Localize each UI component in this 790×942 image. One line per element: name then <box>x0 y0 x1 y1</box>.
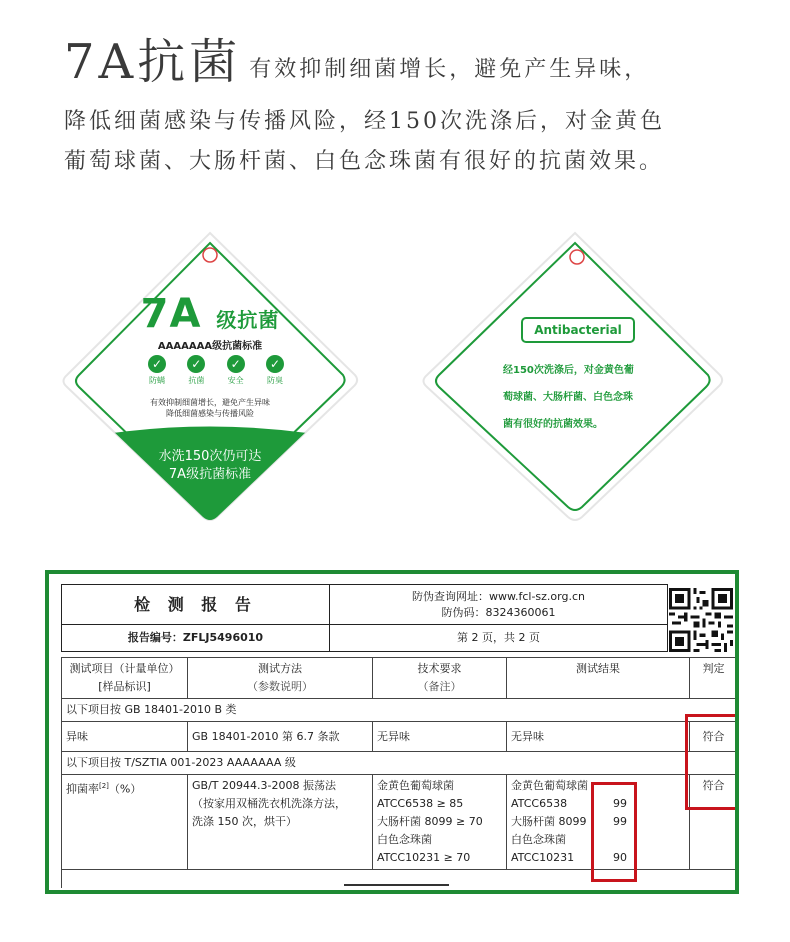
hang-tag-left <box>55 225 365 525</box>
header-item <box>62 658 188 699</box>
row2-res-label5: ATCC10231 <box>511 851 575 864</box>
section-2: 以下项目按 T/SZTIA 001-2023 AAAAAAA 级 <box>62 752 738 775</box>
header-method-label: 测试方法 <box>258 662 302 675</box>
row2-res-line4: 白色念珠菌 <box>511 833 566 846</box>
header-verdict-label: 判定 <box>702 662 725 675</box>
feature-mite <box>140 355 174 386</box>
qr-code-icon <box>669 588 733 652</box>
row2-req-line2: ATCC6538 ≥ 85 <box>377 797 464 810</box>
report-header <box>61 584 668 652</box>
section-row <box>62 752 738 775</box>
test-report <box>45 570 739 894</box>
row2-item <box>62 775 188 870</box>
highlight-verdict-box <box>685 714 739 810</box>
tag-left-icon-row <box>140 355 292 386</box>
report-anti-fake <box>330 585 667 625</box>
tag-left-standard: AAAAAAA级抗菌标准 <box>157 341 263 352</box>
feature-label: 防臭 <box>266 376 283 385</box>
tag-left-band-2: 7A级抗菌标准 <box>168 467 252 482</box>
intro-line1-text: 有效抑制细菌增长，避免产生异味， <box>249 57 650 82</box>
row2-method-line3: 洗涤 150 次，烘干） <box>192 815 297 828</box>
page-indicator: 第 2 页，共 2 页 <box>457 631 540 644</box>
row2-res-value2: 99 <box>613 797 627 810</box>
intro-line-2: 降低细菌感染与传播风险，经150次洗涤后，对金黄色 <box>64 109 665 134</box>
header-req-label: 技术要求 <box>417 662 462 675</box>
check-circle-icon: ✓ <box>227 355 245 373</box>
header-item-label: 测试项目（计量单位） <box>69 662 180 675</box>
header-req-sub: （备注） <box>417 680 462 693</box>
table-header-row <box>62 658 738 699</box>
row1-req: 无异味 <box>373 722 507 752</box>
tag-left-desc-1: 有效抑制细菌增长，避免产生异味 <box>150 398 270 407</box>
divider-line <box>344 884 449 886</box>
row2-req-line1: 金黄色葡萄球菌 <box>377 779 454 792</box>
intro-text <box>64 30 754 182</box>
row2-item-unit: （%） <box>108 782 142 796</box>
intro-line-1 <box>64 30 754 102</box>
tag-left-title-small: 级抗菌 <box>216 308 280 332</box>
feature-antibacterial <box>179 355 213 386</box>
row2-method-line1: GB/T 20944.3-2008 振荡法 <box>192 779 336 792</box>
row1-item: 异味 <box>62 722 188 752</box>
highlight-values-box <box>591 782 637 882</box>
header-req <box>373 658 507 699</box>
row2-method-line2: （按家用双桶洗衣机洗涤方法， <box>192 797 346 810</box>
row2-req-line3: 大肠杆菌 8099 ≥ 70 <box>377 815 483 828</box>
row2-res-value5: 90 <box>613 851 627 864</box>
hang-tag-right <box>415 225 730 525</box>
row1-method: GB 18401-2010 第 6.7 条款 <box>188 722 373 752</box>
feature-label: 安全 <box>227 376 244 385</box>
tag-right-line-3: 菌有很好的抗菌效果。 <box>503 419 603 430</box>
feature-odor <box>258 355 292 386</box>
check-circle-icon: ✓ <box>187 355 205 373</box>
header-result-label: 测试结果 <box>576 662 620 675</box>
row2-req <box>373 775 507 870</box>
feature-label: 防螨 <box>149 376 165 385</box>
row2-res-label3: 大肠杆菌 8099 <box>511 815 587 828</box>
row2-item-sup: [2] <box>99 782 109 790</box>
antibacterial-badge: Antibacterial <box>521 317 635 343</box>
header-method-sub: （参数说明） <box>247 680 313 693</box>
row2-res-line1: 金黄色葡萄球菌 <box>511 779 588 792</box>
feature-label: 抗菌 <box>188 376 205 385</box>
row2-item-label: 抑菌率 <box>66 782 99 796</box>
intro-title: 7A抗菌 <box>64 34 242 90</box>
section-1: 以下项目按 GB 18401-2010 B 类 <box>62 699 738 722</box>
tag-right-line-2: 萄球菌、大肠杆菌、白色念珠 <box>503 392 633 403</box>
row2-method <box>188 775 373 870</box>
row2-req-line4: 白色念珠菌 <box>377 833 432 846</box>
row1-result: 无异味 <box>507 722 690 752</box>
report-title: 检 测 报 告 <box>62 585 330 625</box>
header-method <box>188 658 373 699</box>
tag-left-title <box>55 291 365 337</box>
check-circle-icon: ✓ <box>266 355 284 373</box>
row2-res-label2: ATCC6538 <box>511 797 568 810</box>
tag-right-line-1: 经150次洗涤后，对金黄色葡 <box>503 365 634 376</box>
tag-left-desc-2: 降低细菌感染与传播风险 <box>166 409 254 418</box>
tag-left-title-big: 7A <box>140 291 202 337</box>
check-circle-icon: ✓ <box>148 355 166 373</box>
tag-left-band-1: 水洗150次仍可达 <box>158 449 262 464</box>
query-site: 防伪查询网址：www.fcl-sz.org.cn <box>412 590 585 603</box>
row2-req-line5: ATCC10231 ≥ 70 <box>377 851 471 864</box>
row1-verdict: 符合 <box>690 722 738 752</box>
row2-res-value3: 99 <box>613 815 627 828</box>
intro-line-3: 葡萄球菌、大肠杆菌、白色念珠菌有很好的抗菌效果。 <box>64 149 665 174</box>
row2-verdict: 符合 <box>690 775 738 870</box>
header-verdict <box>690 658 738 699</box>
anti-fake-code: 防伪码：8324360061 <box>441 606 556 619</box>
feature-safe <box>219 355 253 386</box>
report-number: 报告编号：ZFLJ5496010 <box>62 625 330 651</box>
header-result <box>507 658 690 699</box>
header-item-sub: [样品标识] <box>98 680 151 693</box>
table-row <box>62 722 738 752</box>
section-row <box>62 699 738 722</box>
